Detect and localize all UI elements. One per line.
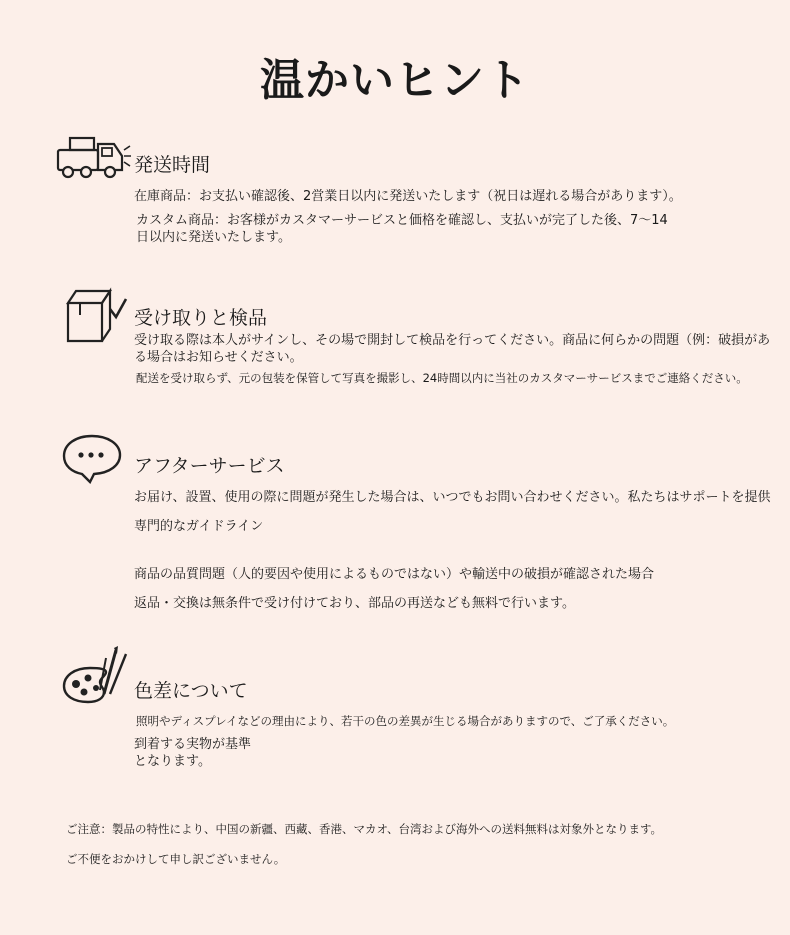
- box-check-icon: [62, 287, 128, 349]
- receipt-heading: 受け取りと検品: [134, 307, 268, 329]
- aftersales-heading: アフターサービス: [134, 455, 285, 477]
- aftersales-line-4: 返品・交換は無条件で受け付けており、部品の再送なども無料で行います。: [134, 596, 575, 611]
- color-line-1: 照明やディスプレイなどの理由により、若干の色の差異が生じる場合がありますので、ご了承ください。: [136, 714, 675, 728]
- color-heading: 色差について: [134, 680, 248, 702]
- footer-note-2: ご不便をおかけして申し訳ございません。: [66, 852, 286, 866]
- palette-brush-icon: [60, 644, 132, 708]
- footer-note-1: ご注意：製品の特性により、中国の新疆、西藏、香港、マカオ、台湾および海外への送料無料は対象外となります。: [66, 822, 663, 836]
- page-title: 温かいヒント: [260, 55, 530, 106]
- shipping-line-2: カスタム商品：お客様がカスタマーサービスと価格を確認し、支払いが完了した後、7〜14: [136, 213, 668, 228]
- shipping-line-1: 在庫商品：お支払い確認後、2営業日以内に発送いたします（祝日は遅れる場合があります）。: [134, 189, 682, 204]
- aftersales-line-2: 専門的なガイドライン: [134, 519, 264, 534]
- receipt-line-2: る場合はお知らせください。: [134, 350, 303, 365]
- color-line-3: となります。: [134, 754, 211, 769]
- color-line-2: 到着する実物が基準: [134, 737, 252, 752]
- shipping-line-3: 日以内に発送いたします。: [136, 230, 291, 245]
- receipt-line-1: 受け取る際は本人がサインし、その場で開封して検品を行ってください。商品に何らかの問題（例：破損があ: [134, 333, 771, 348]
- receipt-line-3: 配送を受け取らず、元の包装を保管して写真を撮影し、24時間以内に当社のカスタマーサービスまでご連絡ください。: [136, 371, 748, 385]
- aftersales-line-3: 商品の品質問題（人的要因や使用によるものではない）や輸送中の破損が確認された場合: [134, 567, 655, 582]
- aftersales-line-1: お届け、設置、使用の際に問題が発生した場合は、いつでもお問い合わせください。私たちはサポートを提供: [134, 490, 771, 505]
- truck-icon: [56, 134, 132, 180]
- chat-bubble-icon: [60, 432, 124, 484]
- shipping-heading: 発送時間: [134, 154, 211, 176]
